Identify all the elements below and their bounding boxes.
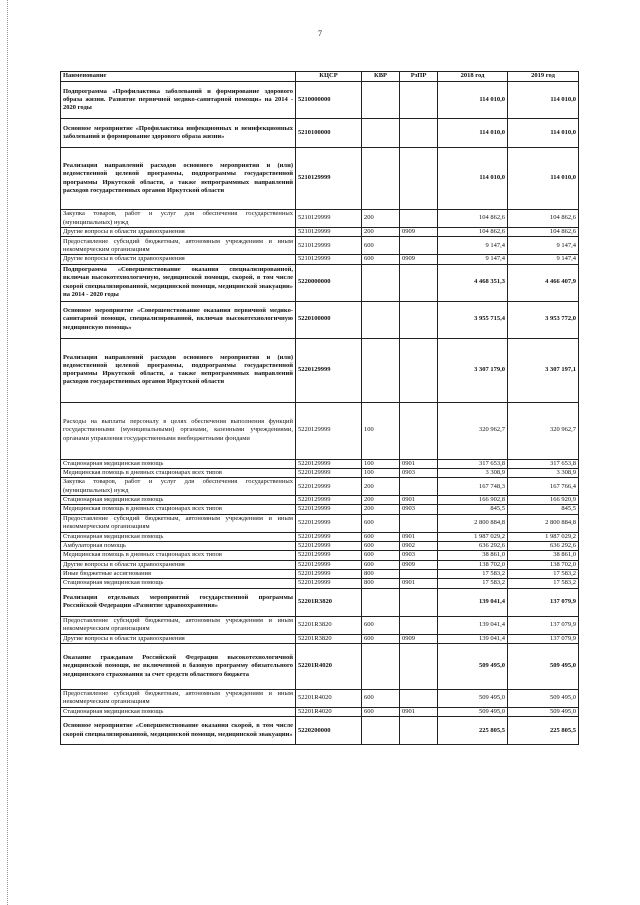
row-rzpr — [400, 237, 438, 255]
row-2019: 225 805,5 — [508, 717, 579, 745]
row-name: Медицинская помощь в дневных стационарах всех типов — [61, 505, 296, 514]
row-rzpr: 0901 — [400, 532, 438, 541]
row-2018: 3 955 715,4 — [438, 301, 508, 338]
row-2018: 3 307 179,0 — [438, 338, 508, 402]
row-2018: 17 583,2 — [438, 569, 508, 578]
row-kcsr: 5220129999 — [296, 402, 362, 459]
row-kcsr: 52201R3820 — [296, 616, 362, 634]
row-name: Иные бюджетные ассигнования — [61, 569, 296, 578]
header-2019: 2019 год — [508, 72, 579, 82]
row-2018: 114 010,0 — [438, 82, 508, 119]
row-name: Предоставление субсидий бюджетным, автономным учреждениям и иным некоммерческим организациям — [61, 514, 296, 532]
row-kvr: 600 — [362, 616, 400, 634]
table-row — [61, 616, 579, 634]
row-2019: 509 495,0 — [508, 643, 579, 689]
row-2018: 17 583,2 — [438, 579, 508, 588]
row-2019: 509 495,0 — [508, 689, 579, 707]
scan-margin-line — [7, 0, 8, 905]
row-kcsr: 52201R4020 — [296, 643, 362, 689]
row-kvr: 800 — [362, 579, 400, 588]
table-row — [61, 459, 579, 468]
row-2018: 139 041,4 — [438, 616, 508, 634]
row-2018: 9 147,4 — [438, 237, 508, 255]
row-kcsr: 5220129999 — [296, 532, 362, 541]
table-row — [61, 542, 579, 551]
row-2018: 114 010,0 — [438, 148, 508, 210]
row-kvr: 200 — [362, 478, 400, 496]
row-rzpr: 0902 — [400, 542, 438, 551]
row-rzpr — [400, 402, 438, 459]
row-kcsr: 5220129999 — [296, 542, 362, 551]
table-row — [61, 560, 579, 569]
row-2019: 104 862,6 — [508, 228, 579, 237]
row-rzpr: 0903 — [400, 468, 438, 477]
row-kvr: 600 — [362, 532, 400, 541]
row-kcsr: 5220129999 — [296, 579, 362, 588]
table-body — [61, 82, 579, 745]
row-2019: 3 953 772,0 — [508, 301, 579, 338]
row-kvr — [362, 119, 400, 148]
row-name: Предоставление субсидий бюджетным, автономным учреждениям и иным некоммерческим организациям — [61, 689, 296, 707]
row-kvr — [362, 264, 400, 301]
row-rzpr — [400, 210, 438, 228]
table-row — [61, 532, 579, 541]
table-row — [61, 478, 579, 496]
row-2018: 1 987 029,2 — [438, 532, 508, 541]
row-2018: 114 010,0 — [438, 119, 508, 148]
row-rzpr — [400, 717, 438, 745]
row-rzpr — [400, 514, 438, 532]
row-2018: 139 041,4 — [438, 634, 508, 643]
header-kcsr: КЦСР — [296, 72, 362, 82]
row-name: Другие вопросы в области здравоохранения — [61, 560, 296, 569]
row-kcsr: 52201R3820 — [296, 634, 362, 643]
row-2018: 509 495,0 — [438, 643, 508, 689]
row-name: Основное мероприятие «Совершенствование оказания первичной медико-санитарной помощи, специализированной, включая высокотехнологичную медицинскую помощь» — [61, 301, 296, 338]
row-rzpr — [400, 82, 438, 119]
row-kcsr: 5220129999 — [296, 338, 362, 402]
row-name: Реализация направлений расходов основного мероприятия и (или) ведомственной целевой программы, подпрограммы государственной программы Иркутской области, а также непрограммных направлений расходов государственных органов Иркутской области — [61, 338, 296, 402]
row-name: Закупка товаров, работ и услуг для обеспечения государственных (муниципальных) нужд — [61, 478, 296, 496]
row-2019: 320 962,7 — [508, 402, 579, 459]
row-kcsr: 5210100000 — [296, 119, 362, 148]
row-2019: 138 702,0 — [508, 560, 579, 569]
row-2018: 138 702,0 — [438, 560, 508, 569]
row-2019: 1 987 029,2 — [508, 532, 579, 541]
row-kvr: 800 — [362, 569, 400, 578]
row-kcsr: 5220129999 — [296, 459, 362, 468]
row-2019: 17 583,2 — [508, 579, 579, 588]
row-kcsr: 5220200000 — [296, 717, 362, 745]
row-kvr: 600 — [362, 551, 400, 560]
row-kvr: 600 — [362, 689, 400, 707]
row-rzpr: 0901 — [400, 496, 438, 505]
row-kvr: 200 — [362, 210, 400, 228]
row-kcsr: 5220129999 — [296, 569, 362, 578]
row-2018: 166 902,8 — [438, 496, 508, 505]
table-row — [61, 689, 579, 707]
row-2019: 167 766,4 — [508, 478, 579, 496]
row-kvr: 100 — [362, 459, 400, 468]
row-name: Предоставление субсидий бюджетным, автономным учреждениям и иным некоммерческим организациям — [61, 237, 296, 255]
table-row — [61, 148, 579, 210]
row-kvr — [362, 338, 400, 402]
row-name: Стационарная медицинская помощь — [61, 707, 296, 716]
row-kvr: 200 — [362, 228, 400, 237]
row-2019: 17 583,2 — [508, 569, 579, 578]
row-kcsr: 5220129999 — [296, 551, 362, 560]
row-2019: 3 308,9 — [508, 468, 579, 477]
row-2019: 636 292,6 — [508, 542, 579, 551]
row-kcsr: 5210129999 — [296, 228, 362, 237]
row-name: Реализация направлений расходов основного мероприятия и (или) ведомственной целевой программы, подпрограммы государственной программы Иркутской области, а также непрограммных направлений расходов государственных органов Иркутской области — [61, 148, 296, 210]
row-2019: 114 010,0 — [508, 119, 579, 148]
row-2018: 509 495,0 — [438, 707, 508, 716]
row-name: Реализация отдельных мероприятий государственной программы Российской Федерации «Развитие здравоохранения» — [61, 588, 296, 616]
row-kvr — [362, 588, 400, 616]
row-rzpr: 0901 — [400, 579, 438, 588]
row-rzpr: 0901 — [400, 707, 438, 716]
row-2018: 139 041,4 — [438, 588, 508, 616]
table-row — [61, 301, 579, 338]
row-name: Основное мероприятие «Совершенствование оказания скорой, в том числе скорой специализированной, медицинской помощи, медицинской эвакуации» — [61, 717, 296, 745]
row-2018: 509 495,0 — [438, 689, 508, 707]
row-kvr — [362, 148, 400, 210]
row-rzpr — [400, 478, 438, 496]
row-2019: 845,5 — [508, 505, 579, 514]
row-2019: 2 800 884,8 — [508, 514, 579, 532]
table-row — [61, 643, 579, 689]
row-kcsr: 5220129999 — [296, 505, 362, 514]
header-kvr: КВР — [362, 72, 400, 82]
row-rzpr: 0909 — [400, 255, 438, 264]
row-2019: 38 861,0 — [508, 551, 579, 560]
row-kcsr: 5210000000 — [296, 82, 362, 119]
row-2019: 137 079,9 — [508, 616, 579, 634]
row-name: Закупка товаров, работ и услуг для обеспечения государственных (муниципальных) нужд — [61, 210, 296, 228]
row-2018: 104 862,6 — [438, 228, 508, 237]
row-kvr — [362, 717, 400, 745]
row-kvr: 600 — [362, 542, 400, 551]
row-2019: 137 079,9 — [508, 588, 579, 616]
budget-table — [60, 71, 579, 745]
row-2019: 9 147,4 — [508, 255, 579, 264]
table-row — [61, 210, 579, 228]
table-header-row — [61, 72, 579, 82]
row-name: Подпрограмма «Совершенствование оказания специализированной, включая высокотехнологичную, медицинской помощи, скорой, в том числе скорой специализированной, медицинской помощи, медицинской эвакуации» на 2014 - 2020 годы — [61, 264, 296, 301]
row-kvr — [362, 643, 400, 689]
table-row — [61, 514, 579, 532]
row-2019: 3 307 197,1 — [508, 338, 579, 402]
row-2019: 114 010,0 — [508, 148, 579, 210]
row-kvr: 600 — [362, 255, 400, 264]
row-kvr: 600 — [362, 634, 400, 643]
row-rzpr — [400, 569, 438, 578]
row-name: Стационарная медицинская помощь — [61, 496, 296, 505]
row-2018: 4 468 351,3 — [438, 264, 508, 301]
row-2019: 4 466 407,9 — [508, 264, 579, 301]
row-name: Другие вопросы в области здравоохранения — [61, 228, 296, 237]
table-row — [61, 468, 579, 477]
row-kvr: 600 — [362, 237, 400, 255]
row-rzpr — [400, 301, 438, 338]
row-rzpr — [400, 689, 438, 707]
row-2019: 317 653,8 — [508, 459, 579, 468]
row-kcsr: 5220129999 — [296, 468, 362, 477]
row-kcsr: 5220100000 — [296, 301, 362, 338]
row-rzpr — [400, 588, 438, 616]
row-kvr: 600 — [362, 560, 400, 569]
table-row — [61, 717, 579, 745]
row-kvr: 200 — [362, 505, 400, 514]
header-name: Наименование — [61, 72, 296, 82]
row-rzpr — [400, 616, 438, 634]
row-name: Оказание гражданам Российской Федерации высокотехнологичной медицинской помощи, не включенной в базовую программу обязательного медицинского страхования за счет средств областного бюджета — [61, 643, 296, 689]
row-2019: 114 010,0 — [508, 82, 579, 119]
table-row — [61, 228, 579, 237]
row-2019: 509 495,0 — [508, 707, 579, 716]
row-2019: 137 079,9 — [508, 634, 579, 643]
table-row — [61, 338, 579, 402]
row-rzpr: 0909 — [400, 634, 438, 643]
row-kcsr: 5210129999 — [296, 210, 362, 228]
row-name: Амбулаторная помощь — [61, 542, 296, 551]
row-name: Другие вопросы в области здравоохранения — [61, 255, 296, 264]
row-2018: 845,5 — [438, 505, 508, 514]
row-kvr: 200 — [362, 496, 400, 505]
row-2018: 3 308,9 — [438, 468, 508, 477]
row-name: Стационарная медицинская помощь — [61, 579, 296, 588]
row-2018: 2 800 884,8 — [438, 514, 508, 532]
row-2019: 166 920,9 — [508, 496, 579, 505]
row-kcsr: 5210129999 — [296, 255, 362, 264]
row-kcsr: 5220000000 — [296, 264, 362, 301]
row-2018: 167 748,3 — [438, 478, 508, 496]
table-row — [61, 505, 579, 514]
row-name: Стационарная медицинская помощь — [61, 459, 296, 468]
row-name: Расходы на выплаты персоналу в целях обеспечения выполнения функций государственными (муниципальными) органами, казенными учреждениями, органами управления государственными внебюджетными фондами — [61, 402, 296, 459]
row-name: Другие вопросы в области здравоохранения — [61, 634, 296, 643]
header-rzpr: РзПР — [400, 72, 438, 82]
table-row — [61, 237, 579, 255]
row-2018: 104 862,6 — [438, 210, 508, 228]
table-row — [61, 634, 579, 643]
row-rzpr — [400, 119, 438, 148]
row-kcsr: 5220129999 — [296, 478, 362, 496]
row-rzpr: 0909 — [400, 228, 438, 237]
table-row — [61, 569, 579, 578]
table-row — [61, 119, 579, 148]
row-rzpr: 0909 — [400, 560, 438, 569]
table-row — [61, 264, 579, 301]
row-kvr: 100 — [362, 402, 400, 459]
header-2018: 2018 год — [438, 72, 508, 82]
row-name: Стационарная медицинская помощь — [61, 532, 296, 541]
row-kcsr: 5220129999 — [296, 496, 362, 505]
row-rzpr — [400, 338, 438, 402]
page-number: 7 — [318, 29, 322, 38]
table-row — [61, 551, 579, 560]
row-name: Медицинская помощь в дневных стационарах всех типов — [61, 551, 296, 560]
row-kvr: 100 — [362, 468, 400, 477]
table-row — [61, 579, 579, 588]
row-2019: 104 862,6 — [508, 210, 579, 228]
row-2019: 9 147,4 — [508, 237, 579, 255]
row-kcsr: 5210129999 — [296, 237, 362, 255]
row-2018: 9 147,4 — [438, 255, 508, 264]
row-2018: 317 653,8 — [438, 459, 508, 468]
row-kvr: 600 — [362, 514, 400, 532]
row-rzpr: 0903 — [400, 505, 438, 514]
row-kvr — [362, 82, 400, 119]
table-row — [61, 255, 579, 264]
row-rzpr: 0901 — [400, 459, 438, 468]
row-rzpr — [400, 643, 438, 689]
table-row — [61, 496, 579, 505]
row-rzpr — [400, 148, 438, 210]
row-kcsr: 52201R3820 — [296, 588, 362, 616]
table-row — [61, 588, 579, 616]
row-2018: 38 861,0 — [438, 551, 508, 560]
row-rzpr: 0903 — [400, 551, 438, 560]
row-2018: 225 805,5 — [438, 717, 508, 745]
row-name: Медицинская помощь в дневных стационарах всех типов — [61, 468, 296, 477]
row-name: Предоставление субсидий бюджетным, автономным учреждениям и иным некоммерческим организациям — [61, 616, 296, 634]
row-2018: 636 292,6 — [438, 542, 508, 551]
table-row — [61, 402, 579, 459]
row-name: Основное мероприятие «Профилактика инфекционных и неинфекционных заболеваний и формирование здорового образа жизни» — [61, 119, 296, 148]
row-kcsr: 52201R4020 — [296, 689, 362, 707]
row-kcsr: 5220129999 — [296, 560, 362, 569]
row-kcsr: 5220129999 — [296, 514, 362, 532]
table-row — [61, 82, 579, 119]
row-kvr: 600 — [362, 707, 400, 716]
table-row — [61, 707, 579, 716]
row-kcsr: 52201R4020 — [296, 707, 362, 716]
row-rzpr — [400, 264, 438, 301]
row-2018: 320 962,7 — [438, 402, 508, 459]
row-kcsr: 5210129999 — [296, 148, 362, 210]
row-name: Подпрограмма «Профилактика заболеваний и формирование здорового образа жизни. Развитие первичной медико-санитарной помощи» на 2014 - 2020 годы — [61, 82, 296, 119]
row-kvr — [362, 301, 400, 338]
